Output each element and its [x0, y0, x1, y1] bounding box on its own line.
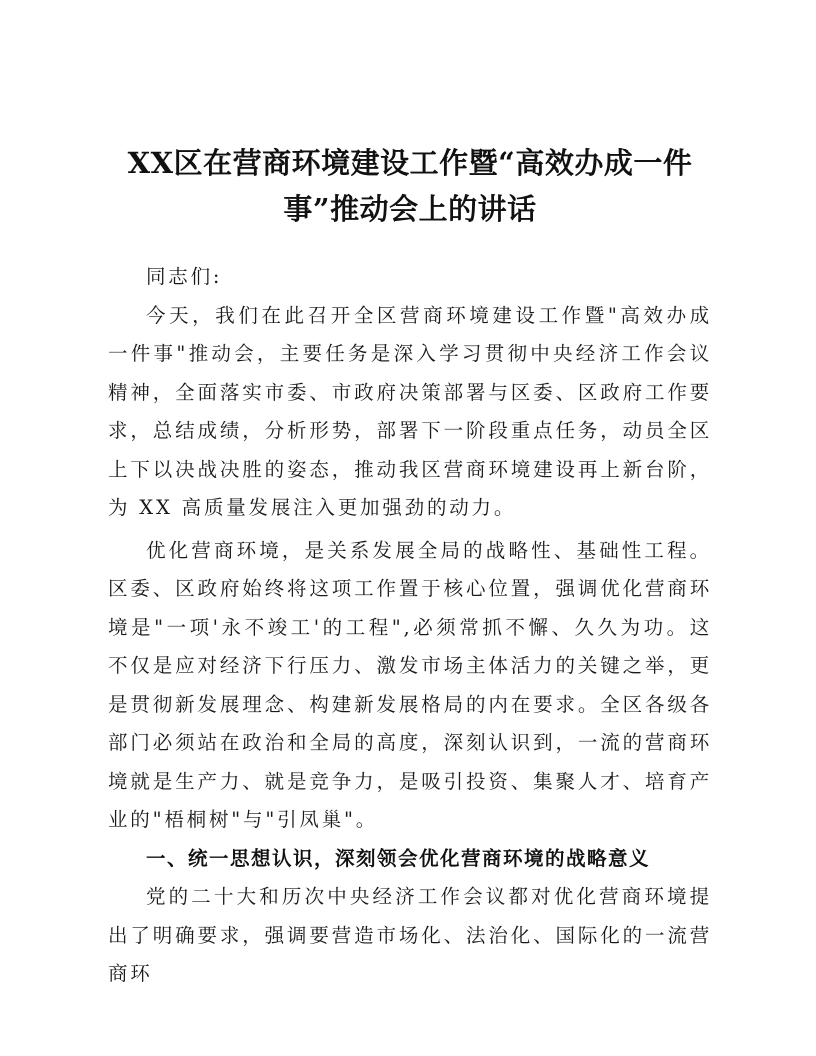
section-heading-1: 一、统一思想认识，深刻领会优化营商环境的战略意义: [146, 846, 651, 870]
salutation: 同志们:: [146, 265, 223, 288]
paragraph-opening: 今天，我们在此召开全区营商环境建设工作暨"高效办成一件事"推动会，主要任务是深入学习贯彻中央经济工作会议精神，全面落实市委、市政府决策部署与区委、区政府工作要求，总结成绩，分析形势，部署下一阶段重点任务，动员全区上下以决战决胜的姿态，推动我区营商环境建设再上新台阶，为 XX 高质量发展注入更加强劲的动力。: [108, 303, 712, 519]
title-line-2: 事”推动会上的讲话: [283, 192, 537, 226]
paragraph-business-environment: 优化营商环境，是关系发展全局的战略性、基础性工程。区委、区政府始终将这项工作置于核心位置，强调优化营商环境是"一项'永不竣工'的工程",必须常抓不懈、久久为功。这不仅是应对经济下行压力、激发市场主体活力的关键之举，更是贯彻新发展理念、构建新发展格局的内在要求。全区各级各部门必须站在政治和全局的高度，深刻认识到，一流的营商环境就是生产力、就是竞争力，是吸引投资、集聚人才、培育产业的"梧桐树"与"引凤巢"。: [108, 538, 712, 831]
title-line-1: XX区在营商环境建设工作暨“高效办成一件: [127, 146, 693, 180]
section-1-paragraph: 党的二十大和历次中央经济工作会议都对优化营商环境提出了明确要求，强调要营造市场化、法治化、国际化的一流营商环: [108, 885, 712, 985]
document-title: [108, 140, 712, 232]
document-page: [108, 140, 712, 994]
